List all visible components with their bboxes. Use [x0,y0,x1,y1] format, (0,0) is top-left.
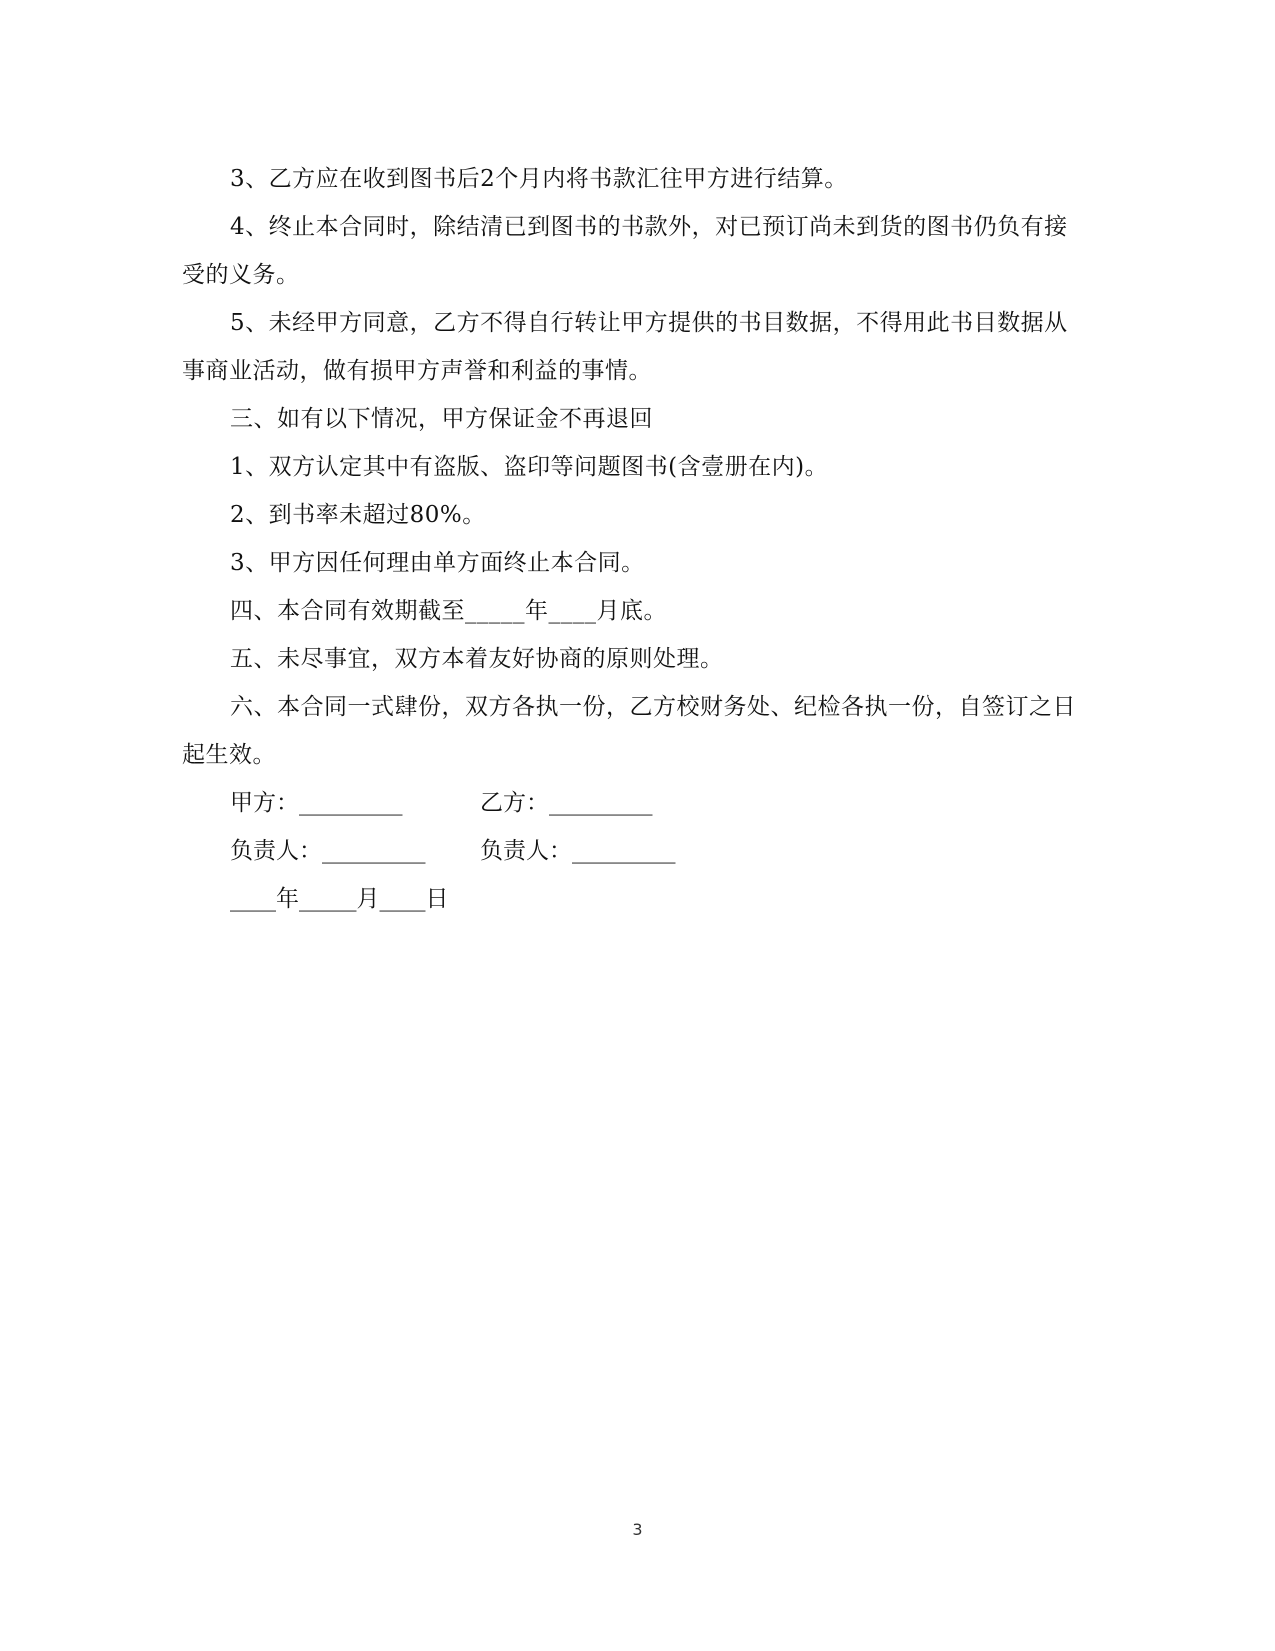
paragraph-clause-3: 3、乙方应在收到图书后2个月内将书款汇往甲方进行结算。 [230,166,848,192]
signature-row-parties [182,779,1082,827]
page-number: 3 [632,1520,643,1539]
responsible-b-signature: 负责人：_________ [480,838,676,864]
party-b-signature: 乙方：_________ [480,790,653,816]
paragraph-condition-2: 2、到书率未超过80%。 [230,502,486,528]
paragraph-clause-5: 5、未经甲方同意，乙方不得自行转让甲方提供的书目数据，不得用此书目数据从事商业活动，做有损甲方声誉和利益的事情。 [182,310,1068,384]
section-four-validity: 四、本合同有效期截至_____年____月底。 [230,598,667,624]
party-a-signature: 甲方：_________ [230,790,403,816]
section-five-matters: 五、未尽事宜，双方本着友好协商的原则处理。 [230,646,724,672]
document-body [182,155,1082,923]
signature-date: ____年_____月____日 [230,886,449,912]
section-six-copies: 六、本合同一式肆份，双方各执一份，乙方校财务处、纪检各执一份，自签订之日起生效。 [182,694,1076,768]
paragraph-condition-3: 3、甲方因任何理由单方面终止本合同。 [230,550,645,576]
section-heading-three: 三、如有以下情况，甲方保证金不再退回 [230,406,653,432]
paragraph-clause-4: 4、终止本合同时，除结清已到图书的书款外，对已预订尚未到货的图书仍负有接受的义务。 [182,214,1068,288]
responsible-a-signature: 负责人：_________ [230,838,426,864]
paragraph-condition-1: 1、双方认定其中有盗版、盗印等问题图书(含壹册在内)。 [230,454,829,480]
signature-row-responsible [182,827,1082,875]
